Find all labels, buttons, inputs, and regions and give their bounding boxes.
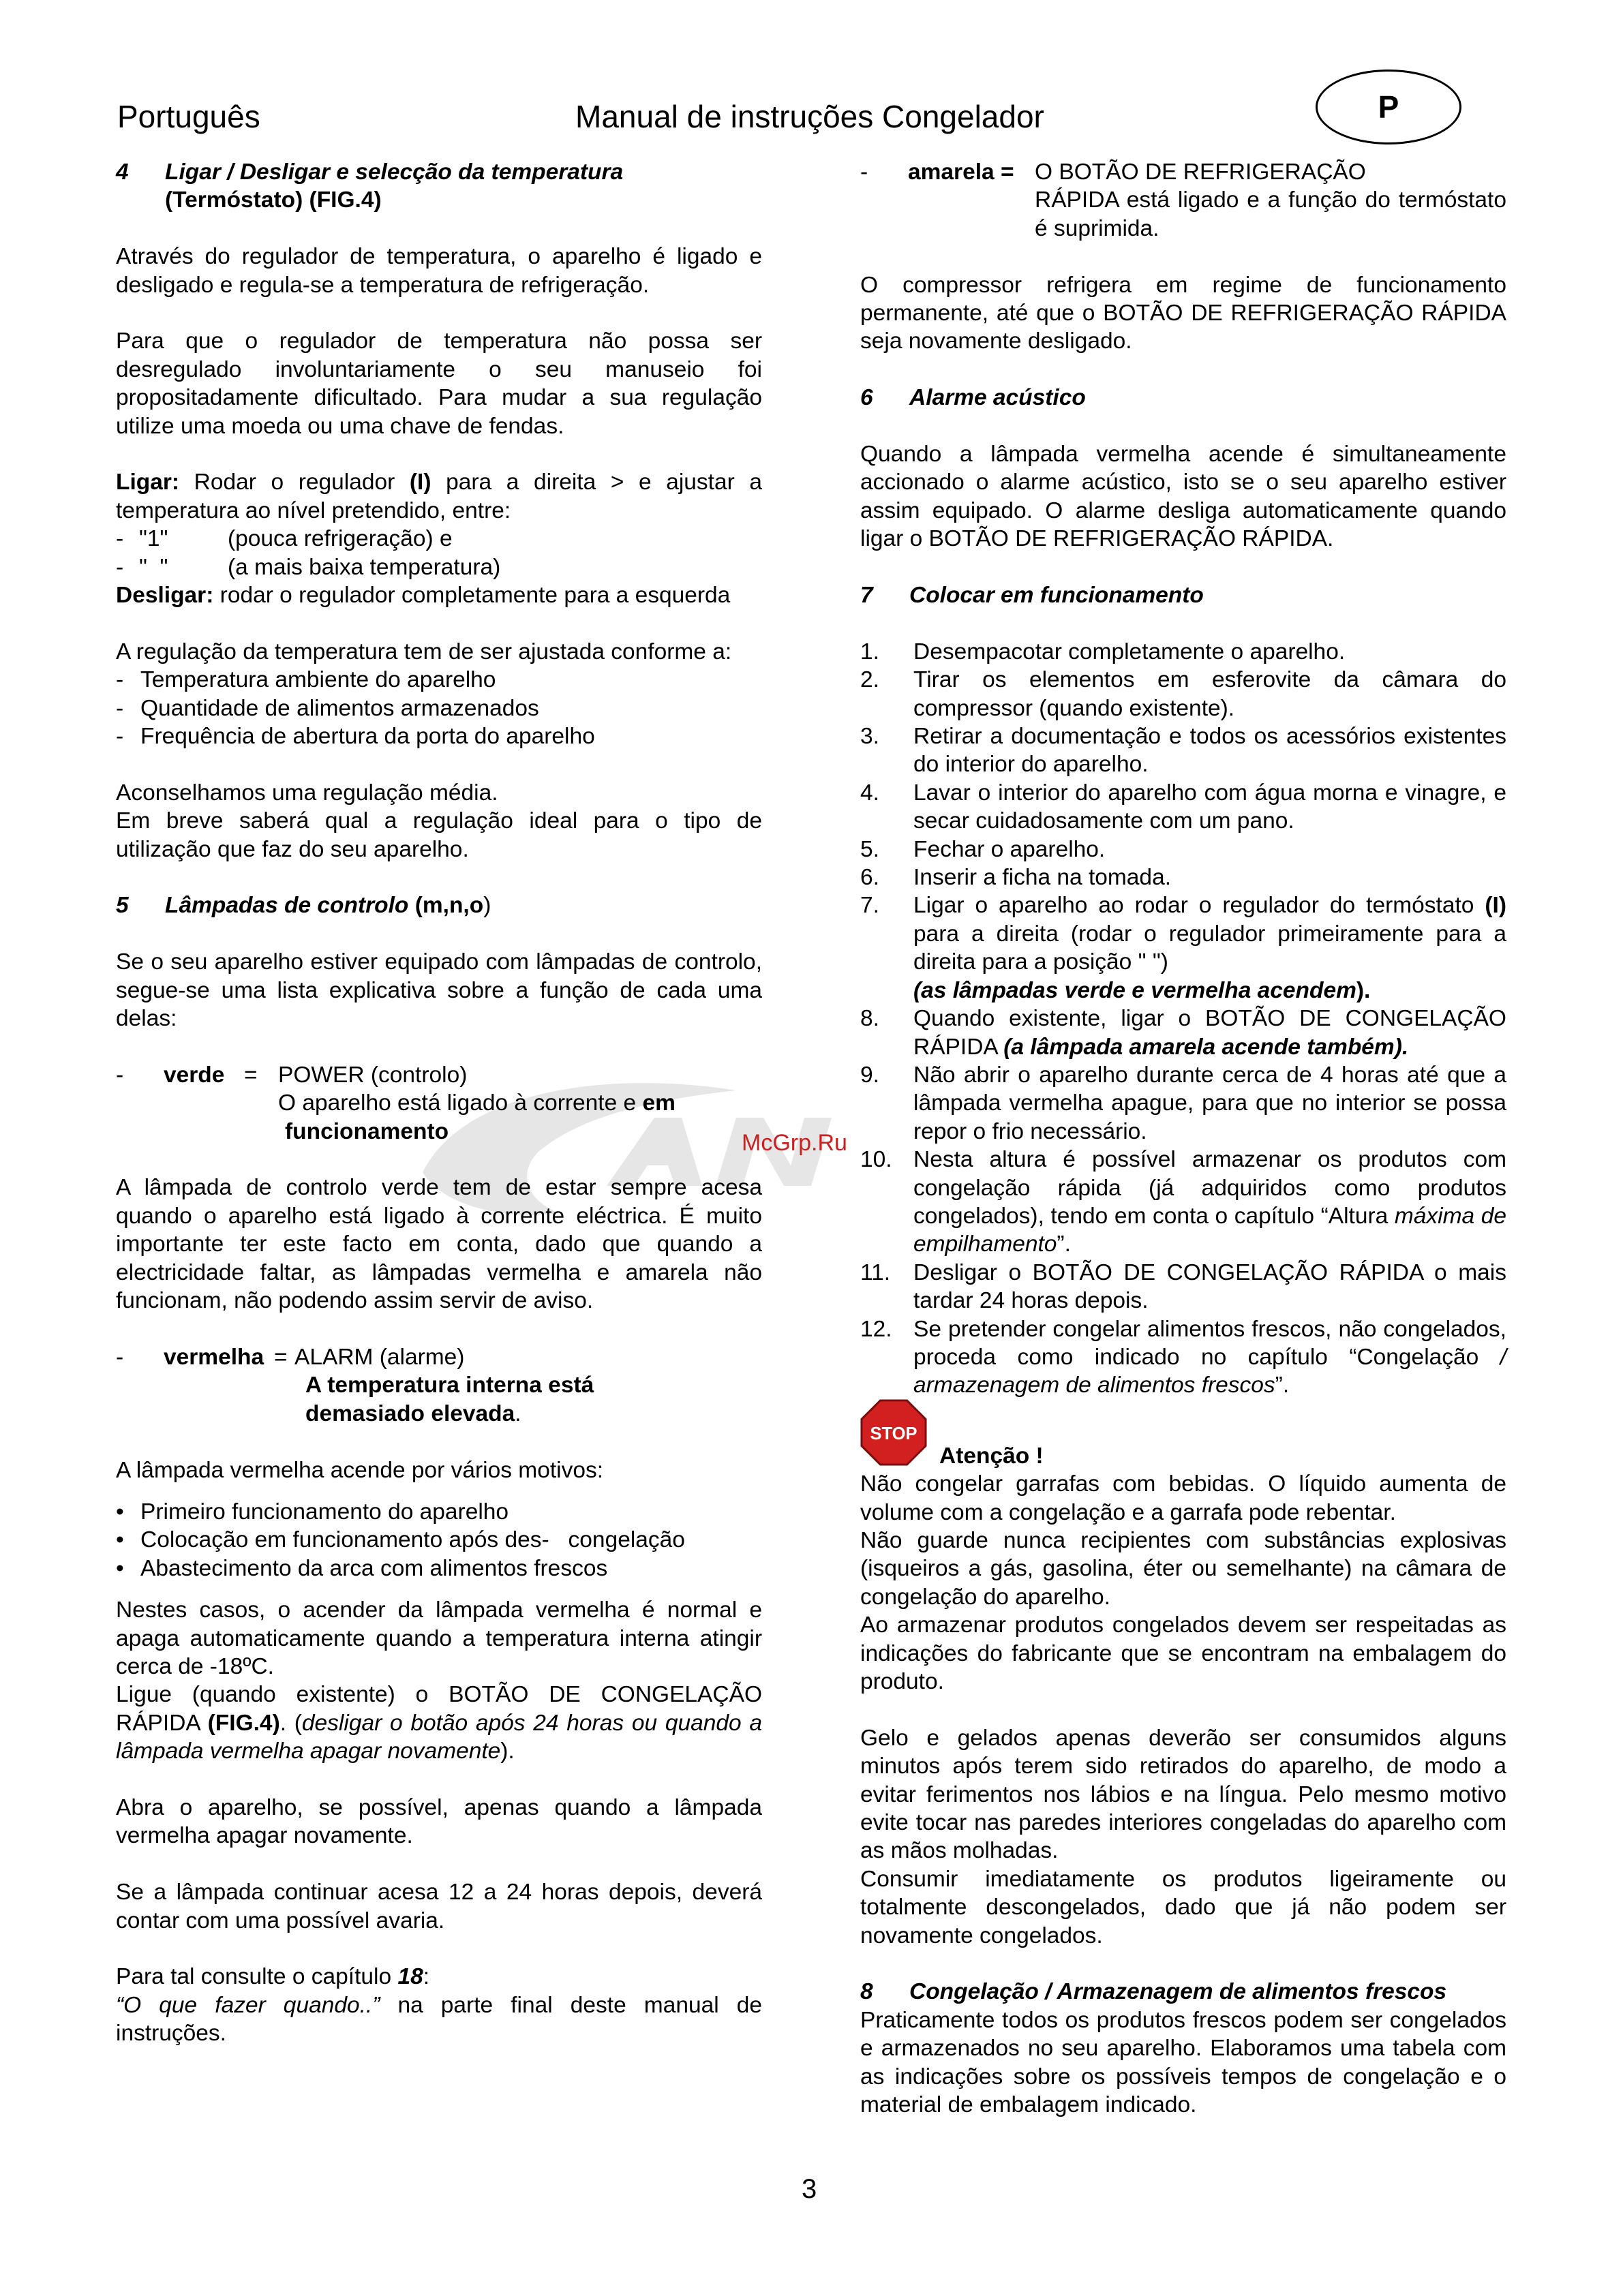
paragraph: O compressor refrigera em regime de funcionamento permanente, até que o BOTÃO DE REFRIGERAÇÃO RÁPIDA seja novamente desligado. [860,272,1506,354]
page-header [117,89,1453,150]
paragraph: Se o seu aparelho estiver equipado com lâmpadas de controlo, segue-se uma lista explicativa sobre a função de cada uma delas: [116,949,762,1032]
lamp-red-description: A temperatura interna está [305,1373,594,1398]
list-item: • Primeiro funcionamento do aparelho [116,1499,509,1525]
paragraph: Abra o aparelho, se possível, apenas quando a lâmpada vermelha apagar novamente. [116,1794,762,1849]
list-item: - Quantidade de alimentos armazenados [116,695,539,721]
setup-steps-list [860,638,1506,1400]
list-item: 12. Se pretender congelar alimentos frescos, não congelados, proceda como indicado no capítulo “Congelação / armazenagem de alimentos frescos”. [860,1316,1506,1398]
lamp-green-description: O aparelho está ligado à corrente e em [278,1090,676,1116]
section-4-heading: 4 Ligar / Desligar e selecção da temperatura [116,159,624,185]
warning-paragraph: Gelo e gelados apenas deverão ser consumidos alguns minutos após terem sido retirados do aparelho, de modo a evitar ferimentos nos lábios e na língua. Pelo mesmo motivo evite tocar nas paredes interiores congeladas do aparelho com as mãos molhadas. [860,1725,1506,1864]
header-language: Português [117,99,260,134]
list-item: • Colocação em funcionamento após des- congelação [116,1527,685,1553]
factor-list [116,666,762,750]
ligar-paragraph: Ligar: Rodar o regulador (I) para a direita > e ajustar a temperatura ao nível pretendido, entre: [116,470,763,523]
paragraph: Para que o regulador de temperatura não possa ser desregulado involuntariamente o seu manuseio foi propositadamente dificultado. Para mudar a sua regulação utilize uma moeda ou uma chave de fendas. [116,328,762,439]
section-4-subheading: (Termóstato) (FIG.4) [165,187,382,213]
desligar-paragraph: Desligar: rodar o regulador completamente para a esquerda [116,583,731,609]
list-item: 2. Tirar os elementos em esferovite da câmara do compressor (quando existente). [860,667,1506,721]
paragraph: Se a lâmpada continuar acesa 12 a 24 horas depois, deverá contar com uma possível avaria. [116,1880,762,1933]
paragraph: Praticamente todos os produtos frescos podem ser congelados e armazenados no seu aparelho. Elaboramos uma tabela com as indicações sobre os possíveis tempos de congelação e o material de embalagem indicado. [860,2007,1506,2118]
chapter-reference: Para tal consulte o capítulo 18: [116,1964,430,1990]
warning-paragraph: Não guarde nunca recipientes com substâncias explosivas (isqueiros a gás, gasolina, éter ou semelhante) na câmara de congelação do aparelho. [860,1528,1506,1610]
watermark-site-text: McGrp.Ru [742,1130,847,1156]
section-5-heading: 5 Lâmpadas de controlo (m,n,o ) [116,893,491,919]
warning-paragraph: Consumir imediatamente os produtos ligeiramente ou totalmente descongelados, dado que já não podem ser novamente congelados. [860,1866,1506,1948]
lamp-green-description-2: funcionamento [285,1118,449,1144]
section-6-heading: 6 Alarme acústico [860,385,1086,411]
list-item: 6. Inserir a ficha na tomada. [860,865,1172,891]
paragraph: A regulação da temperatura tem de ser ajustada conforme a: [116,639,732,664]
lamp-red-row: - vermelha = ALARM (alarme) [116,1344,465,1370]
paragraph-rapid-button: Ligue (quando existente) o BOTÃO DE CONGELAÇÃO RÁPIDA (FIG.4). (desligar o botão após 24 horas ou quando a lâmpada vermelha apagar novamente). [116,1682,762,1764]
paragraph: Aconselhamos uma regulação média. [116,780,498,806]
stop-sign-icon [860,1399,927,1466]
list-item: 10. Nesta altura é possível armazenar os produtos com congelação rápida (já adquiridos como produtos congelados), tendo em conta o capítulo “Altura máxima de empilhamento”. [860,1147,1507,1257]
section-7-heading: 7 Colocar em funcionamento [860,583,1204,609]
chapter-reference-2: “O que fazer quando..” na parte final deste manual de instruções. [116,1992,762,2047]
language-badge: P [1316,70,1461,144]
lamp-green-row: - verde = POWER (controlo) [116,1062,468,1088]
section-8-heading: 8 Congelação / Armazenagem de alimentos frescos [860,1979,1447,2005]
paragraph: Nestes casos, o acender da lâmpada vermelha é normal e apaga automaticamente quando a temperatura interna atingir cerca de -18ºC. [116,1597,762,1679]
lamp-yellow-description: RÁPIDA está ligado e a função do termóstato é suprimida. [1035,187,1506,241]
page-number: 3 [802,2174,817,2204]
list-item: 11. Desligar o BOTÃO DE CONGELAÇÃO RÁPIDA o mais tardar 24 horas depois. [860,1259,1506,1314]
list-item: 7. Ligar o aparelho ao rodar o regulador do termóstato (I) para a direita (rodar o regulador primeiramente para a direita para a posição " ") (as lâmpadas verde e vermelha acendem). [860,893,1506,1003]
left-column [116,158,762,2048]
right-column [860,158,1506,2119]
list-item: 9. Não abrir o aparelho durante cerca de 4 horas até que a lâmpada vermelha apague, para que no interior se possa repor o frio necessário. [860,1062,1506,1144]
lamp-red-description-2: demasiado elevada. [305,1400,521,1426]
reasons-list [116,1498,762,1582]
list-item: 5. Fechar o aparelho. [860,836,1106,862]
list-item: - Frequência de abertura da porta do aparelho [116,724,595,750]
list-item: 1. Desempacotar completamente o aparelho. [860,639,1346,664]
list-item: - Temperatura ambiente do aparelho [116,667,496,693]
paragraph: A lâmpada vermelha acende por vários motivos: [116,1457,604,1483]
list-item: 8. Quando existente, ligar o BOTÃO DE CONGELAÇÃO RÁPIDA (a lâmpada amarela acende também). [860,1006,1506,1060]
setting-option: - "1" (pouca refrigeração) e [116,526,453,552]
header-title: Manual de instruções Congelador [575,99,1044,134]
paragraph: Através do regulador de temperatura, o aparelho é ligado e desligado e regula-se a temperatura de refrigeração. [116,244,762,298]
setting-option: - " " (a mais baixa temperatura) [116,554,501,580]
lamp-yellow-row: - amarela = O BOTÃO DE REFRIGERAÇÃO [860,159,1366,185]
warning-paragraph: Ao armazenar produtos congelados devem ser respeitadas as indicações do fabricante que se encontram na embalagem do produto. [860,1612,1506,1695]
stop-sign-text: STOP [870,1424,917,1443]
warning-paragraph: Não congelar garrafas com bebidas. O líquido aumenta de volume com a congelação e a garrafa pode rebentar. [860,1471,1506,1525]
paragraph: A lâmpada de controlo verde tem de estar sempre acesa quando o aparelho está ligado à corrente eléctrica. É muito importante ter este facto em conta, dado que quando a electricidade faltar, as lâmpadas vermelha e amarela não funcionam, não podendo assim servir de aviso. [116,1175,762,1314]
list-item: • Abastecimento da arca com alimentos frescos [116,1555,608,1581]
attention-heading: Atenção ! [939,1443,1044,1469]
list-item: 3. Retirar a documentação e todos os acessórios existentes do interior do aparelho. [860,724,1506,778]
list-item: 4. Lavar o interior do aparelho com água morna e vinagre, e secar cuidadosamente com um pano. [860,780,1506,834]
paragraph: Em breve saberá qual a regulação ideal para o tipo de utilização que faz do seu aparelho. [116,808,762,862]
paragraph: Quando a lâmpada vermelha acende é simultaneamente accionado o alarme acústico, isto se o seu aparelho estiver assim equipado. O alarme desliga automaticamente quando ligar o BOTÃO DE REFRIGERAÇÃO RÁPIDA. [860,442,1506,552]
